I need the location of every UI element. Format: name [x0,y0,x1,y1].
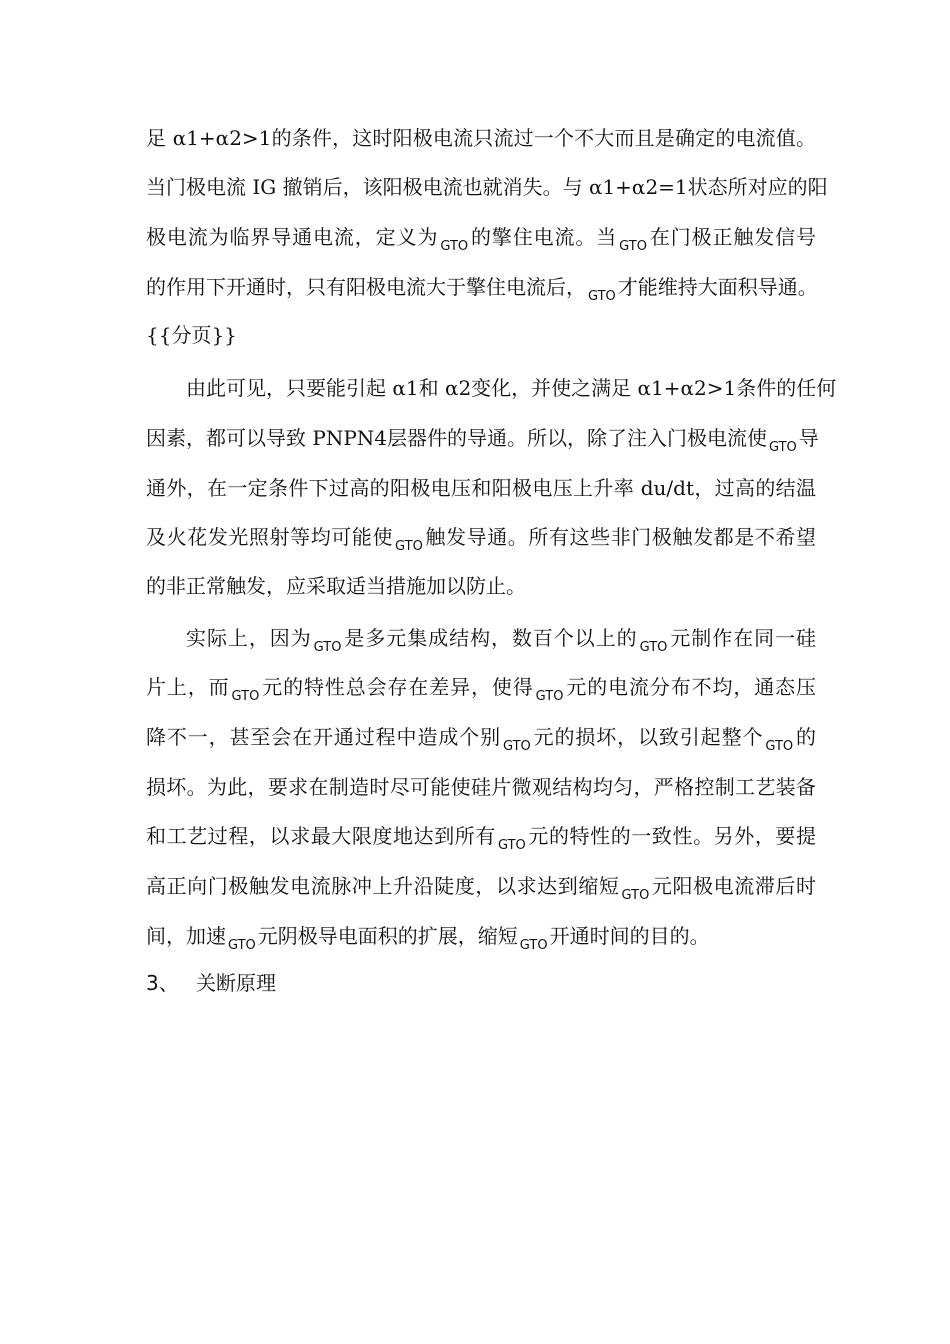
text-line: 片上，而 $_{GTO}$ 元的特性总会存在差异，使得 $_{GTO}$ 元的电流分布不均，通态压 [146,675,817,704]
gto-subscript: GTO [769,440,797,455]
text-line: 实际上，因为 $_{GTO}$ 是多元集成结构，数百个以上的 $_{GTO}$ 元制作在同一硅 [186,626,817,655]
text-line: 降不一，甚至会在开通过程中造成个别 $_{GTO}$ 元的损坏，以致引起整个 $_{GTO}$ 的 [146,725,817,754]
gto-subscript: GTO [228,938,256,953]
gto-subscript: GTO [621,888,650,903]
text-line: 因素，都可以导致 PNPN4层器件的导通。所以，除了注入门极电流使 $_{GTO}$ 导 [146,426,819,455]
gto-subscript: GTO [639,640,668,655]
text-line: 高正向门极触发电流脉冲上升沿陡度，以求达到缩短 $_{GTO}$ 元阳极电流滞后时 [146,874,817,903]
text-line: 损坏。为此，要求在制造时尽可能使硅片微观结构均匀，严格控制工艺装备 [146,775,816,799]
text-line: 及火花发光照射等均可能使 $_{GTO}$ 触发导通。所有这些非门极触发都是不希望 [146,525,817,554]
text-line: 极电流为临界导通电流，定义为 $_{GTO}$ 的擎住电流。当 $_{GTO}$ 在门极正触发信号 [146,225,817,254]
gto-subscript: GTO [765,739,794,754]
gto-subscript: GTO [231,689,260,704]
text-line: 由此可见，只要能引起 α1和 α2变化，并使之满足 α1+α2>1条件的任何 [186,376,837,400]
gto-subscript: GTO [395,539,423,554]
gto-subscript: GTO [497,838,526,853]
text-line: 间，加速 $_{GTO}$ 元阴极导电面积的扩展，缩短 $_{GTO}$ 开通时间的目的。 [146,924,710,953]
section-title: 关断原理 [196,971,276,995]
section-number: 3、 [146,971,179,995]
gto-subscript: GTO [588,289,616,304]
page-break-marker: {{分页}} [146,323,237,347]
text-line: 的作用下开通时，只有阳极电流大于擎住电流后， $_{GTO}$ 才能维持大面积导通。 [146,275,818,304]
gto-subscript: GTO [519,938,548,953]
text-line: 和工艺过程，以求最大限度地达到所有 $_{GTO}$ 元的特性的一致性。另外，要提 [146,824,817,853]
text-line: 的非正常触发，应采取适当措施加以防止。 [146,574,526,598]
gto-subscript: GTO [619,239,647,254]
text-line: 通外，在一定条件下过高的阳极电压和阳极电压上升率 du/dt，过高的结温 [146,476,816,500]
gto-subscript: GTO [502,739,531,754]
gto-subscript: GTO [535,689,564,704]
text-line: 足 α1+α2>1的条件，这时阳极电流只流过一个不大而且是确定的电流值。 [146,126,816,150]
gto-subscript: GTO [313,640,342,655]
text-line: 当门极电流 IG 撤销后，该阳极电流也就消失。与 α1+α2=1状态所对应的阳 [146,175,828,199]
gto-subscript: GTO [440,239,469,254]
